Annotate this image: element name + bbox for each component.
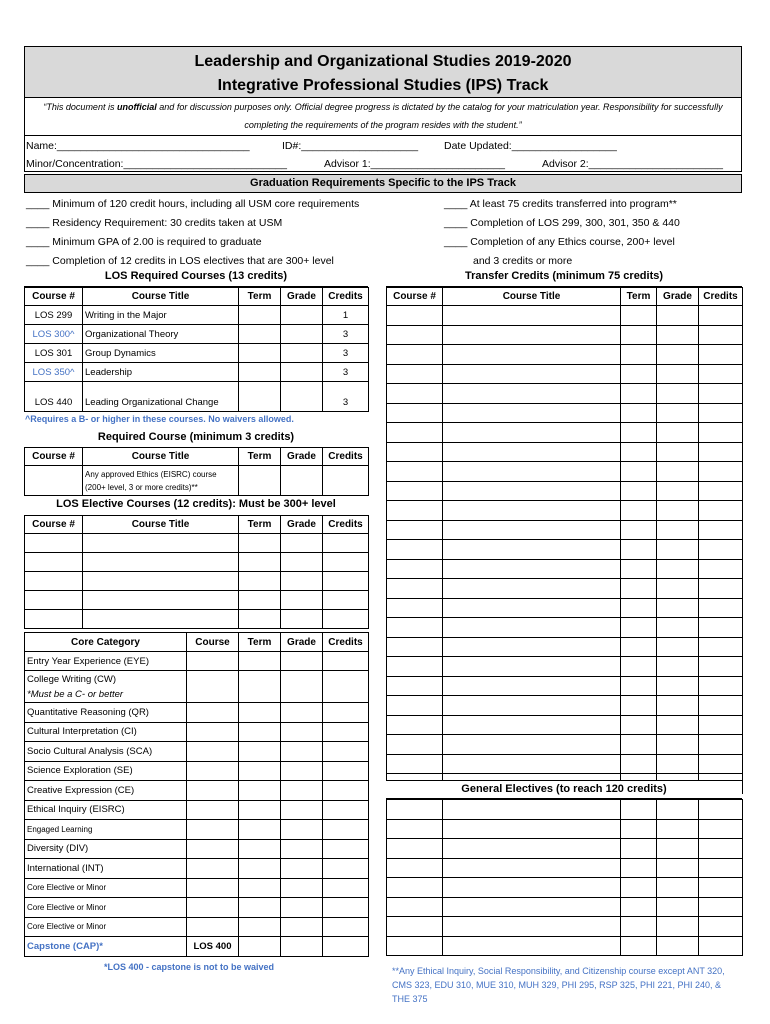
grade-cell[interactable] <box>281 344 323 363</box>
capstone-label: Capstone (CAP)* <box>25 937 187 957</box>
advisor1-field[interactable]: Advisor 1:_______________________ <box>324 158 505 170</box>
table-row[interactable] <box>387 520 743 540</box>
core-category: Ethical Inquiry (EISRC) <box>25 800 187 820</box>
grade-cell[interactable] <box>281 306 323 325</box>
id-field[interactable]: ID#:____________________ <box>282 140 419 152</box>
table-header <box>25 288 369 306</box>
table-row[interactable] <box>387 839 743 859</box>
course-number: LOS 440 <box>25 382 83 412</box>
table-row[interactable] <box>387 442 743 462</box>
table-row[interactable] <box>387 598 743 618</box>
table-row <box>25 878 369 898</box>
col-course: Course # <box>25 288 83 306</box>
table-row[interactable] <box>387 403 743 423</box>
col-credits: Credits <box>323 516 369 534</box>
table-header <box>25 448 369 466</box>
core-category <box>25 671 187 703</box>
advisor2-field[interactable]: Advisor 2:_______________________ <box>542 158 723 170</box>
cw-note: *Must be a C- or better <box>27 688 124 700</box>
core-category: Creative Expression (CE) <box>25 781 187 801</box>
grad-req-4: ____ Completion of 12 credits in LOS electives that are 300+ level <box>26 255 334 267</box>
disclaimer-prefix: “This document is <box>43 102 117 112</box>
ethics-footnote: **Any Ethical Inquiry, Social Responsibility, and Citizenship course except ANT 320, CMS 323, EDU 310, MUE 310, MUH 329, PHI 295, RSP 325, PHI 221, PHI 240, & THE 375 <box>392 966 725 1004</box>
col-course: Course # <box>25 516 83 534</box>
table-row <box>25 382 369 412</box>
core-category: Socio Cultural Analysis (SCA) <box>25 742 187 762</box>
title-line1: Leadership and Organizational Studies 2019-2020 <box>194 53 572 70</box>
core-category: Core Elective or Minor <box>25 917 187 937</box>
table-row[interactable] <box>387 501 743 521</box>
table-row <box>25 800 369 820</box>
col-term: Term <box>239 448 281 466</box>
table-row <box>25 652 369 671</box>
table-row[interactable] <box>387 676 743 696</box>
ethics-line2: (200+ level, 3 or more credits)** <box>85 482 198 492</box>
col-credits: Credits <box>699 288 743 306</box>
col-title: Course Title <box>443 288 621 306</box>
col-grade: Grade <box>281 516 323 534</box>
table-row[interactable] <box>387 936 743 956</box>
grad-req-3: ____ Minimum GPA of 2.00 is required to graduate <box>26 236 262 248</box>
required-course-heading: Required Course (minimum 3 credits) <box>24 429 368 448</box>
course-title: Organizational Theory <box>83 325 239 344</box>
col-term: Term <box>239 633 281 652</box>
table-row <box>25 344 369 363</box>
term-cell[interactable] <box>239 363 281 382</box>
grad-req-7: ____ Completion of any Ethics course, 200+ level <box>444 236 675 248</box>
table-row <box>25 363 369 382</box>
table-row[interactable] <box>387 540 743 560</box>
disclaimer-suffix: and for discussion purposes only. Official degree progress is dictated by the catalog for your matriculation year. Responsibility for successfully completing the requirements of the program resides with the student.” <box>156 102 723 130</box>
name-field[interactable]: Name:_________________________________ <box>26 140 250 152</box>
title-line2: Integrative Professional Studies (IPS) Track <box>217 77 549 94</box>
table-row[interactable] <box>387 462 743 482</box>
required-course-table <box>24 447 369 496</box>
core-category: Entry Year Experience (EYE) <box>25 652 187 671</box>
course-number: LOS 300^ <box>25 325 83 344</box>
table-row[interactable] <box>387 754 743 774</box>
table-row[interactable] <box>387 897 743 917</box>
table-row <box>25 859 369 879</box>
term-cell[interactable] <box>239 344 281 363</box>
table-row[interactable] <box>387 735 743 755</box>
table-row[interactable] <box>387 858 743 878</box>
table-row[interactable] <box>387 306 743 326</box>
table-row[interactable] <box>387 481 743 501</box>
term-cell[interactable] <box>239 325 281 344</box>
table-row[interactable] <box>387 618 743 638</box>
credits-cell: 3 <box>323 363 369 382</box>
table-header <box>387 288 743 306</box>
col-term: Term <box>239 516 281 534</box>
ethics-line1: Any approved Ethics (EISRC) course <box>85 469 217 479</box>
course-number: LOS 301 <box>25 344 83 363</box>
table-row <box>25 306 369 325</box>
ethics-course-title <box>83 466 239 496</box>
table-row <box>25 466 369 496</box>
term-cell[interactable] <box>239 306 281 325</box>
table-row <box>25 937 369 957</box>
col-credits: Credits <box>323 448 369 466</box>
table-row <box>25 820 369 840</box>
table-row[interactable] <box>387 559 743 579</box>
minor-field[interactable]: Minor/Concentration:____________________________ <box>26 158 287 170</box>
capstone-note: *LOS 400 - capstone is not to be waived <box>104 962 275 972</box>
table-row <box>25 761 369 781</box>
table-row[interactable] <box>387 657 743 677</box>
course-number[interactable] <box>25 466 83 496</box>
course-title: Group Dynamics <box>83 344 239 363</box>
table-row[interactable] <box>387 384 743 404</box>
general-electives-table <box>386 799 743 956</box>
los-required-heading: LOS Required Courses (13 credits) <box>24 268 368 287</box>
credits-cell: 3 <box>323 382 369 412</box>
table-row[interactable] <box>25 591 369 610</box>
table-row[interactable] <box>25 572 369 591</box>
col-title: Course Title <box>83 516 239 534</box>
table-row <box>25 781 369 801</box>
info-row-1 <box>24 137 742 155</box>
transfer-table <box>386 287 743 794</box>
core-category: Cultural Interpretation (CI) <box>25 722 187 742</box>
graduation-left-list <box>26 195 359 271</box>
graduation-right-list <box>444 195 680 271</box>
col-grade: Grade <box>281 288 323 306</box>
core-category: Science Exploration (SE) <box>25 761 187 781</box>
table-row[interactable] <box>387 637 743 657</box>
table-row <box>25 839 369 859</box>
disclaimer-bold: unofficial <box>116 102 157 112</box>
col-course: Course # <box>25 448 83 466</box>
los-required-table <box>24 287 369 412</box>
col-title: Course Title <box>83 448 239 466</box>
grad-req-1: ____ Minimum of 120 credit hours, including all USM core requirements <box>26 198 360 210</box>
los-elective-table <box>24 515 369 629</box>
col-credits: Credits <box>323 633 369 652</box>
grade-cell[interactable] <box>281 363 323 382</box>
credits-cell[interactable] <box>323 466 369 496</box>
table-row[interactable] <box>387 364 743 384</box>
table-row <box>25 703 369 723</box>
grad-req-7-cont: and 3 credits or more <box>473 255 573 267</box>
table-header <box>25 516 369 534</box>
col-core-category: Core Category <box>25 633 187 652</box>
graduation-heading: Graduation Requirements Specific to the IPS Track <box>24 174 742 193</box>
date-updated-field[interactable]: Date Updated:__________________ <box>444 140 617 152</box>
table-row[interactable] <box>387 715 743 735</box>
table-row[interactable] <box>387 696 743 716</box>
col-course: Course <box>187 633 239 652</box>
table-row <box>25 742 369 762</box>
page-title <box>24 46 742 98</box>
grade-cell[interactable] <box>281 382 323 412</box>
grade-cell[interactable] <box>281 325 323 344</box>
table-row[interactable] <box>387 800 743 820</box>
table-row[interactable] <box>387 819 743 839</box>
table-row <box>25 671 369 703</box>
los-elective-heading: LOS Elective Courses (12 credits): Must be 300+ level <box>24 496 368 515</box>
info-row-2 <box>24 155 742 173</box>
core-category: Core Elective or Minor <box>25 878 187 898</box>
table-row[interactable] <box>387 423 743 443</box>
col-course: Course # <box>387 288 443 306</box>
course-number: LOS 350^ <box>25 363 83 382</box>
col-credits: Credits <box>323 288 369 306</box>
general-electives-heading: General Electives (to reach 120 credits) <box>386 780 742 799</box>
disclaimer <box>24 98 742 136</box>
table-row <box>25 898 369 918</box>
col-grade: Grade <box>281 448 323 466</box>
col-grade: Grade <box>657 288 699 306</box>
term-cell[interactable] <box>239 382 281 412</box>
term-cell[interactable] <box>239 466 281 496</box>
table-row <box>25 917 369 937</box>
capstone-course: LOS 400 <box>187 937 239 957</box>
course-title: Writing in the Major <box>83 306 239 325</box>
credits-cell: 1 <box>323 306 369 325</box>
cw-label: College Writing (CW) <box>27 673 117 685</box>
table-row <box>25 325 369 344</box>
transfer-heading: Transfer Credits (minimum 75 credits) <box>386 268 742 287</box>
col-grade: Grade <box>281 633 323 652</box>
course-title: Leadership <box>83 363 239 382</box>
col-title: Course Title <box>83 288 239 306</box>
core-category: Diversity (DIV) <box>25 839 187 859</box>
los-required-note: ^Requires a B- or higher in these courses. No waivers allowed. <box>25 414 294 424</box>
course-title: Leading Organizational Change <box>83 382 239 412</box>
core-category: Core Elective or Minor <box>25 898 187 918</box>
table-row[interactable] <box>387 917 743 937</box>
col-term: Term <box>621 288 657 306</box>
core-table <box>24 632 369 957</box>
table-header <box>25 633 369 652</box>
table-row[interactable] <box>387 579 743 599</box>
credits-cell: 3 <box>323 325 369 344</box>
table-row[interactable] <box>25 553 369 572</box>
table-row[interactable] <box>25 534 369 553</box>
table-row[interactable] <box>387 325 743 345</box>
core-category: Engaged Learning <box>25 820 187 840</box>
grad-req-5: ____ At least 75 credits transferred into program** <box>444 198 677 210</box>
table-row[interactable] <box>25 610 369 629</box>
table-row[interactable] <box>387 878 743 898</box>
credits-cell: 3 <box>323 344 369 363</box>
grade-cell[interactable] <box>281 466 323 496</box>
table-row[interactable] <box>387 345 743 365</box>
table-row <box>25 722 369 742</box>
core-category: Quantitative Reasoning (QR) <box>25 703 187 723</box>
course-number: LOS 299 <box>25 306 83 325</box>
core-category: International (INT) <box>25 859 187 879</box>
col-term: Term <box>239 288 281 306</box>
grad-req-2: ____ Residency Requirement: 30 credits taken at USM <box>26 217 283 229</box>
grad-req-6: ____ Completion of LOS 299, 300, 301, 350 & 440 <box>444 217 680 229</box>
